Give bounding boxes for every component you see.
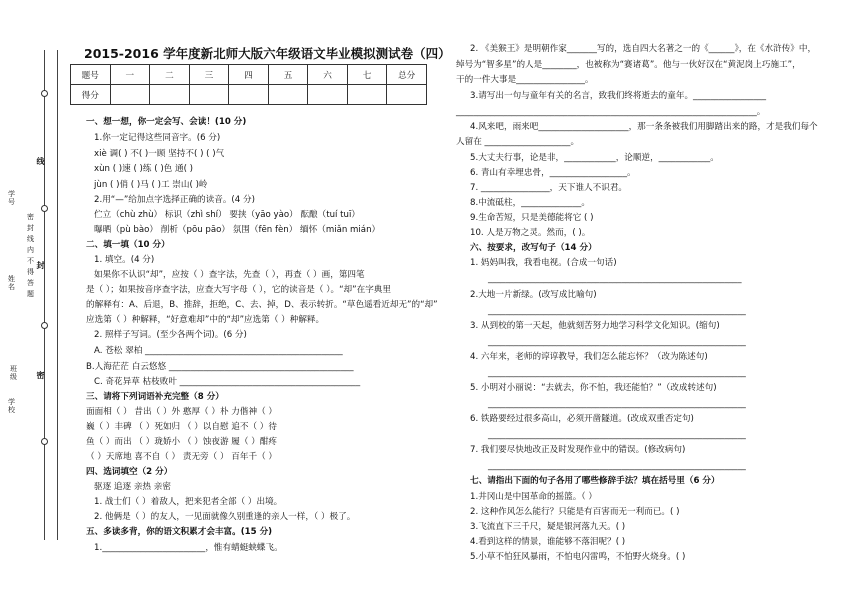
left-line-1: 1.你一定记得这些同音字。(6 分)	[94, 133, 221, 143]
right-line-33: 5.小草不怕狂风暴雨，不怕电闪雷鸣，不怕野火烧身。( )	[470, 552, 686, 562]
right-line-2: 干的一件大事是________________。	[456, 75, 594, 85]
left-line-19: 面面相（ ） 昔出（ ）外 憨厚（ ）朴 力偕神（ ）	[86, 407, 277, 417]
score-header-cell: 七	[347, 65, 387, 85]
right-line-16: 2.大地一片新绿。(改写成比喻句)	[470, 290, 597, 300]
margin-label-school: 学校	[8, 398, 15, 414]
right-line-4: ______________________________________________________________________。	[456, 107, 766, 117]
right-line-5: 4.风来吧，雨来吧_____________________，那一条条被我们用脚踏出来的路，才是我们每个	[470, 122, 818, 132]
right-line-20: 4. 六年来，老师的谆谆教导，我们怎么能忘怀？（改为陈述句)	[470, 352, 708, 362]
left-line-9: 1. 填空。(4 分)	[94, 255, 155, 265]
left-line-27: 五、多读多背，你的语文积累才会丰富。(15 分)	[86, 527, 273, 537]
binding-line-inner	[57, 50, 58, 540]
left-line-8: 二、填一填（10 分）	[86, 240, 170, 250]
left-line-5: 2.用“—”给加点字选择正确的读音。(4 分)	[94, 195, 255, 205]
left-line-7: 曝晒（pù bào） 削析（pōu pāo） 氛围（fēn fèn） 缅怀（miǎn mián）	[94, 225, 381, 235]
binding-hole	[41, 205, 48, 212]
score-header-cell: 一	[110, 65, 150, 85]
left-line-10: 如果你不认识“却”，应按（ ）查字法，先查（ ），再查（ ）画，第四笔	[94, 270, 365, 280]
right-line-23[interactable]: ____________________________________________________________	[488, 399, 746, 409]
page-title: 2015-2016 学年度新北师大版六年级语文毕业模拟测试卷（四）	[84, 46, 451, 61]
score-header-cell: 题号	[71, 65, 111, 85]
score-table-score-row	[71, 85, 427, 105]
score-cell[interactable]	[387, 85, 427, 105]
left-line-28: 1.________________________，惟有蜻蜓蛱蝶飞。	[94, 543, 283, 553]
left-line-11: 是（ ）；如果按音序查字法，应查大写字母（ ），它的读音是（ ）。“却”在字典里	[86, 285, 391, 295]
left-line-12: 的解释有：A、后退，B、推辞，拒绝，C、去、掉，D、表示转折。“草色遥看近却无”的“却”	[86, 300, 438, 310]
margin-char-secret: 密	[36, 371, 45, 380]
left-line-22: （ ）天席地 喜不自（ ） 责无旁（ ） 百年千（ ）	[86, 452, 277, 462]
left-line-13: 应选第（ ）种解释，“好意难却”中的“却”应选第（ ）种解释。	[86, 315, 325, 325]
score-cell[interactable]	[150, 85, 190, 105]
score-table-header-row	[71, 65, 427, 85]
score-cell[interactable]	[347, 85, 387, 105]
right-line-28: 七、请指出下面的句子各用了哪些修辞手法？填在括号里（6 分）	[470, 476, 720, 486]
right-line-0: 2. 《美猴王》是明朝作家_______写的，选自四大名著之一的《______》，在《水浒传》中，	[470, 44, 817, 54]
score-header-cell: 二	[150, 65, 190, 85]
right-line-10: 8.中流砥柱，______________。	[470, 198, 590, 208]
score-header-cell: 三	[189, 65, 229, 85]
score-header-cell: 四	[229, 65, 269, 85]
left-line-21: 鱼（ ）而出 （ ）珑娇小 （ ）蚀夜游 履（ ）酣疼	[86, 437, 277, 447]
score-row-label: 得分	[71, 85, 111, 105]
left-line-2: xiè 调( ) 不( )一顾 坚持不( ) ( )气	[94, 149, 225, 159]
score-header-cell: 总分	[387, 65, 427, 85]
right-line-12: 10. 人是万物之灵。然而，( )。	[470, 228, 591, 238]
left-line-18: 三、请将下列词语补充完整（8 分）	[86, 392, 224, 402]
score-cell[interactable]	[308, 85, 348, 105]
margin-char-seal: 封	[36, 261, 45, 270]
right-line-31: 3.飞流直下三千尺，疑是银河落九天。( )	[470, 522, 626, 532]
left-line-4: jùn ( )俏 ( )马 ( )工 崇山( )岭	[94, 180, 208, 190]
score-header-cell: 六	[308, 65, 348, 85]
binding-hole	[41, 438, 48, 445]
left-line-16: B.人海茫茫 白云悠悠 ___________________________________________	[86, 362, 354, 372]
right-line-21[interactable]: ____________________________________________________________	[488, 368, 746, 378]
binding-hole	[41, 90, 48, 97]
right-line-14: 1. 妈妈叫我，我看电视。(合成一句话)	[470, 258, 617, 268]
left-line-25: 1. 战士们（ ）着敌人，把来犯者全部（ ）出境。	[94, 497, 283, 507]
left-line-15: A. 苍松 翠柏 ______________________________________________	[94, 346, 343, 356]
left-line-23: 四、选词填空（2 分）	[86, 467, 173, 477]
right-line-13: 六、按要求，改写句子（14 分）	[470, 243, 597, 253]
right-line-30: 2. 这种作风怎么能行？只能是有百害而无一利而已。( )	[470, 507, 680, 517]
binding-line-outer	[44, 50, 45, 540]
score-header-cell: 五	[268, 65, 308, 85]
right-line-22: 5. 小明对小丽说：“去就去，你不怕，我还能怕？”（改成转述句)	[470, 383, 717, 393]
margin-label-student-id: 学号	[8, 190, 15, 206]
score-cell[interactable]	[229, 85, 269, 105]
right-line-6: 人留在 ____________________。	[456, 137, 580, 147]
margin-label-class: 班级	[10, 365, 17, 381]
margin-label-name: 姓名	[8, 275, 15, 291]
score-cell[interactable]	[189, 85, 229, 105]
margin-char-line: 线	[36, 157, 45, 166]
score-cell[interactable]	[268, 85, 308, 105]
left-line-14: 2. 照样子写词。(至少各两个词)。(6 分)	[94, 330, 247, 340]
score-table	[70, 64, 427, 105]
right-line-11: 9.生命苦短，只是美德能将它 ( )	[470, 213, 594, 223]
right-line-26: 7. 我们要尽快地改正及时发现作业中的错误。(修改病句)	[470, 445, 686, 455]
left-line-17: C. 奇花异草 枯枝败叶 __________________________________________	[94, 377, 361, 387]
right-line-29: 1.井冈山是中国革命的摇篮。（ ）	[470, 492, 597, 502]
right-line-24: 6. 铁路要经过很多高山，必须开凿隧道。(改成双重否定句)	[470, 414, 694, 424]
right-line-15[interactable]: ___________________________________________________________	[488, 274, 742, 284]
left-line-26: 2. 他俩是（ ）的友人，一见面就像久别重逢的亲人一样，（ ）极了。	[94, 512, 356, 522]
left-line-20: 巍（ ）丰碑 （ ）死如归 （ ）以自慰 追不（ ）待	[86, 422, 277, 432]
right-line-19[interactable]: ____________________________________________________________	[488, 337, 746, 347]
right-line-25[interactable]: ____________________________________________________________	[488, 430, 746, 440]
right-line-3: 3.请写出一句与童年有关的名言，致我们终将逝去的童年。_________________	[470, 91, 767, 101]
left-line-3: xùn ( )速 ( )练 ( )色 通( )	[94, 164, 194, 174]
right-line-27[interactable]: ____________________________________________________________	[488, 461, 746, 471]
right-line-17[interactable]: ____________________________________________________________	[488, 306, 746, 316]
left-line-24: 驱逐 追逐 亲热 亲密	[94, 482, 171, 492]
margin-notice: 密封线内不得答题	[27, 213, 34, 298]
left-line-0: 一、想一想，你一定会写、会读！(10 分)	[86, 117, 247, 127]
right-line-32: 4.看到这样的情景，谁能够不落泪呢？( )	[470, 537, 626, 547]
right-line-1: 绰号为“智多星”的人是________，也被称为“赛诸葛”。他与一伙好汉在“黄泥岗上巧施工”，	[456, 60, 801, 70]
left-line-6: 伫立（chù zhù） 标识（zhì shí） 要挟（yāo yào） 酝酿（tuí tuī）	[94, 210, 360, 220]
right-line-7: 5.大丈夫行事，论是非，____________，论顺逆，____________。	[470, 153, 719, 163]
right-line-8: 6. 青山有幸埋忠骨，__________________。	[470, 168, 636, 178]
right-line-18: 3. 从到校的第一天起，他就刻苦努力地学习科学文化知识。(缩句)	[470, 321, 720, 331]
binding-hole	[41, 322, 48, 329]
score-cell[interactable]	[110, 85, 150, 105]
right-line-9: 7. ________________，天下谁人不识君。	[470, 183, 628, 193]
